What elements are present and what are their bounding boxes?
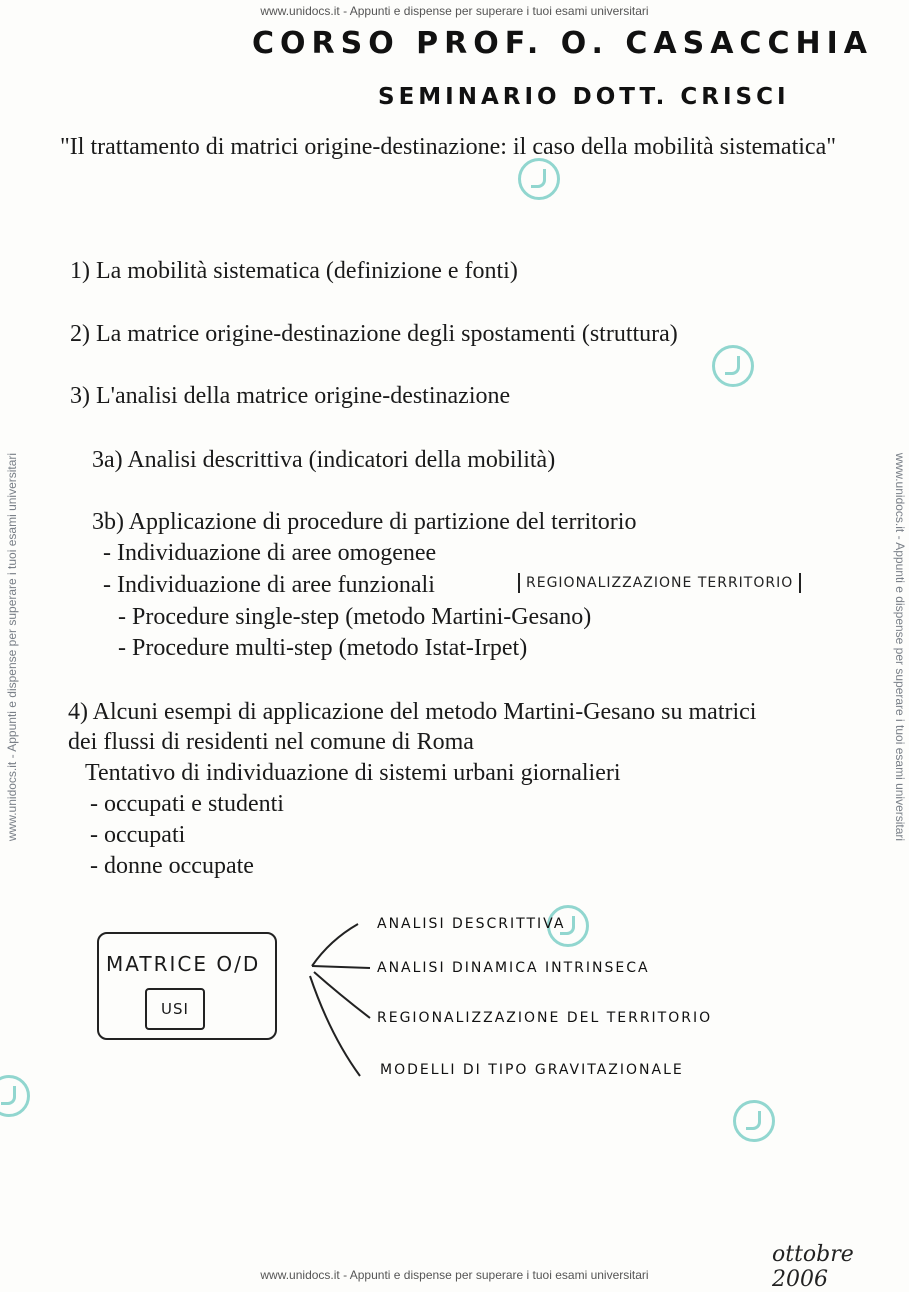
outline-item-4-line1: 4) Alcuni esempi di applicazione del metodo Martini-Gesano su matrici: [68, 699, 757, 725]
outline-item-3b: 3b) Applicazione di procedure di partizione del territorio: [92, 509, 637, 535]
watermark-right: www.unidocs.it - Appunti e dispense per superare i tuoi esami universitari: [893, 452, 907, 842]
document-date: ottobre 2006: [772, 1242, 854, 1292]
outline-item-4-sub: Tentativo di individuazione di sistemi urbani giornalieri: [85, 760, 621, 786]
branch-dynamic-analysis: ANALISI DINAMICA INTRINSECA: [377, 960, 650, 976]
watermark-top: www.unidocs.it - Appunti e dispense per superare i tuoi esami universitari: [260, 4, 649, 18]
outline-item-4a: - occupati e studenti: [90, 791, 284, 817]
outline-item-3: 3) L'analisi della matrice origine-destinazione: [70, 383, 511, 409]
uses-box: USI: [145, 988, 205, 1030]
regionalization-note: REGIONALIZZAZIONE TERRITORIO: [518, 573, 801, 593]
od-matrix-label: MATRICE O/D: [106, 952, 261, 976]
outline-item-1: 1) La mobilità sistematica (definizione e fonti): [70, 258, 518, 284]
outline-item-2: 2) La matrice origine-destinazione degli spostamenti (struttura): [70, 321, 678, 347]
seminar-header: SEMINARIO DOTT. CRISCI: [378, 84, 790, 110]
outline-item-3b-2: - Individuazione di aree funzionali: [103, 572, 435, 598]
watermark-bottom: www.unidocs.it - Appunti e dispense per superare i tuoi esami universitari: [260, 1268, 649, 1282]
branch-gravitational-models: MODELLI DI TIPO GRAVITAZIONALE: [380, 1062, 684, 1078]
document-title: "Il trattamento di matrici origine-destinazione: il caso della mobilità sistematica": [60, 134, 837, 160]
outline-item-3b-1: - Individuazione di aree omogenee: [103, 540, 437, 566]
outline-item-4-line2: dei flussi di residenti nel comune di Roma: [68, 729, 474, 755]
outline-item-4c: - donne occupate: [90, 853, 254, 879]
outline-item-3a: 3a) Analisi descrittiva (indicatori della mobilità): [92, 447, 556, 473]
watermark-left: www.unidocs.it - Appunti e dispense per superare i tuoi esami universitari: [5, 452, 19, 842]
outline-item-3b-2b: - Procedure multi-step (metodo Istat-Irpet): [118, 635, 528, 661]
branch-descriptive-analysis: ANALISI DESCRITTIVA: [377, 916, 566, 932]
outline-item-4b: - occupati: [90, 822, 186, 848]
branch-regionalization: REGIONALIZZAZIONE DEL TERRITORIO: [377, 1010, 713, 1026]
course-header: CORSO PROF. O. CASACCHIA: [252, 26, 873, 61]
outline-item-3b-2a: - Procedure single-step (metodo Martini-Gesano): [118, 604, 592, 630]
